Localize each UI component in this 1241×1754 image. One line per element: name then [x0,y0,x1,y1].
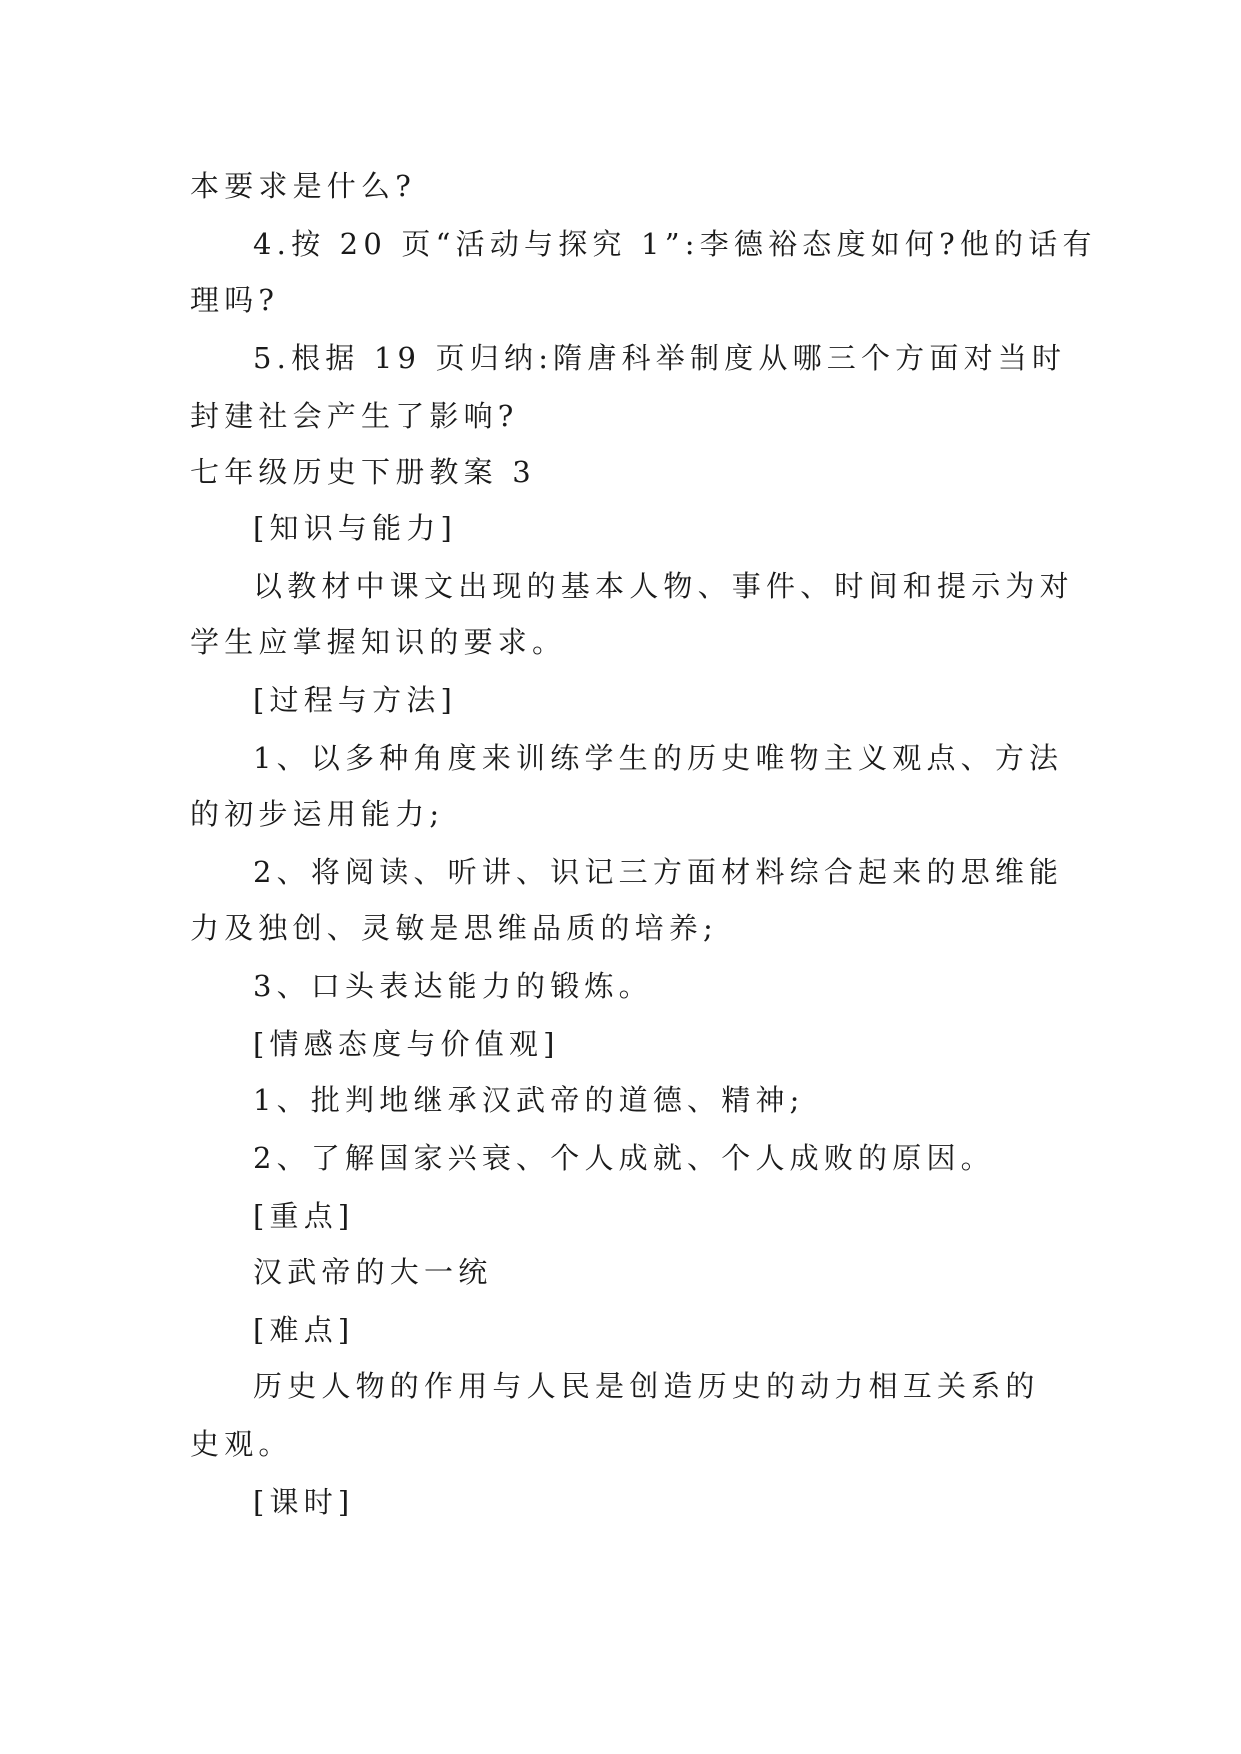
text-line: 2、将阅读、听讲、识记三方面材料综合起来的思维能 [253,855,1064,889]
text-line: 1、以多种角度来训练学生的历史唯物主义观点、方法 [253,741,1064,775]
section-heading: 七年级历史下册教案 3 [190,455,536,489]
text-line: 历史人物的作用与人民是创造历史的动力相互关系的 [253,1369,1040,1403]
text-line: 以教材中课文出现的基本人物、事件、时间和提示为对 [253,569,1074,603]
text-line: 本要求是什么? [190,169,416,203]
text-line: 力及独创、灵敏是思维品质的培养; [190,911,718,945]
text-line: 史观。 [190,1427,293,1461]
text-line: 汉武帝的大一统 [253,1255,493,1289]
text-line: 1、批判地继承汉武帝的道德、精神; [253,1083,805,1117]
text-line: 理吗? [190,283,280,317]
text-line: 4.按 20 页“活动与探究 1”:李德裕态度如何?他的话有 [253,227,1097,261]
text-line: 5.根据 19 页归纳:隋唐科举制度从哪三个方面对当时 [253,341,1067,375]
subsection-heading: [过程与方法] [253,683,458,717]
text-line: 2、了解国家兴衰、个人成就、个人成败的原因。 [253,1141,995,1175]
subsection-heading: [情感态度与价值观] [253,1027,560,1061]
subsection-heading: [难点] [253,1313,355,1347]
text-line: 的初步运用能力; [190,797,445,831]
text-line: 3、口头表达能力的锻炼。 [253,969,653,1003]
subsection-heading: [知识与能力] [253,511,458,545]
subsection-heading: [课时] [253,1485,355,1519]
text-line: 学生应掌握知识的要求。 [190,625,567,659]
text-line: 封建社会产生了影响? [190,399,519,433]
subsection-heading: [重点] [253,1199,355,1233]
